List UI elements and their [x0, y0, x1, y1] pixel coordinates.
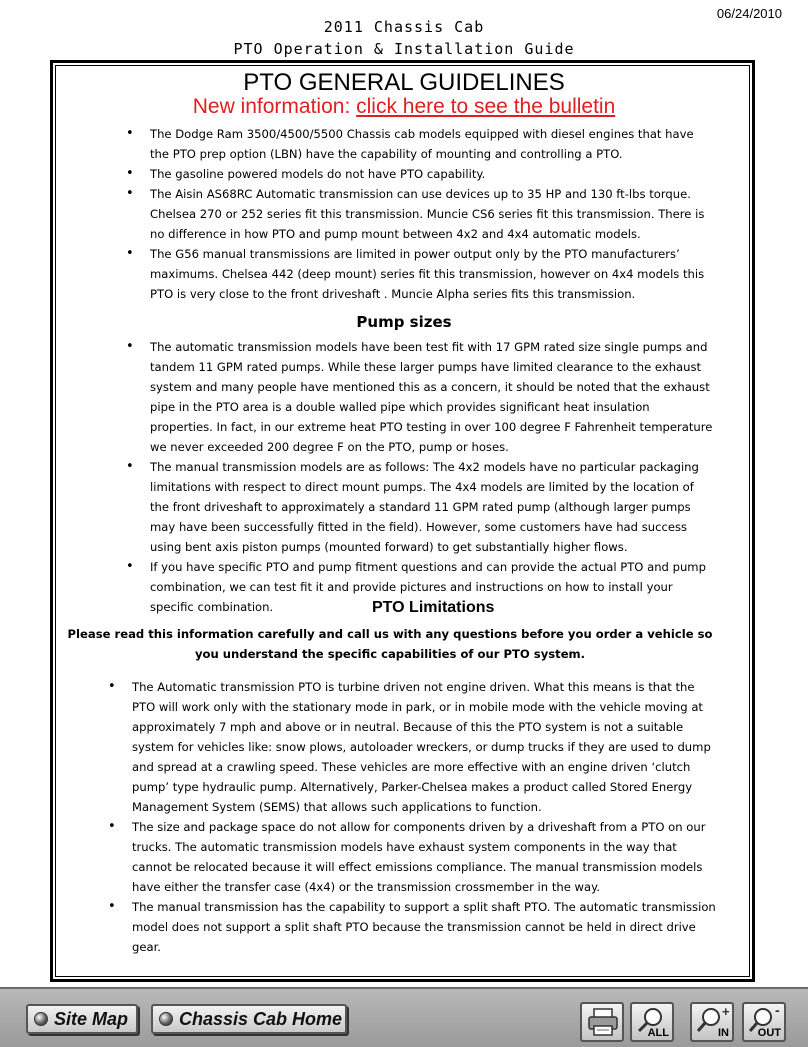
- round-button-icon: [34, 1012, 48, 1026]
- zoom-out-sign: -: [775, 1006, 780, 1018]
- list-item: • The manual transmission has the capability to support a split shaft PTO. The automatic transmission model does not support a split shaft PTO because the transmission cannot be held in direct drive gear.: [132, 897, 717, 957]
- list-item: • The Dodge Ram 3500/4500/5500 Chassis cab models equipped with diesel engines that have the PTO prep option (LBN) have the capability of mounting and controlling a PTO.: [150, 124, 715, 164]
- bulletin-notice: [0, 95, 808, 119]
- list-item: • The G56 manual transmissions are limited in power output only by the PTO manufacturers’ maximums. Chelsea 442 (deep mount) series fit this transmission, however on 4x4 models this PTO is very close to the front driveshaft . Muncie Alpha series fits this transmission.: [150, 244, 715, 304]
- zoom-all-button[interactable]: [630, 1002, 674, 1042]
- header-date: 06/24/2010: [716, 6, 782, 21]
- list-item: • If you have specific PTO and pump fitment questions and can provide the actual PTO and pump combination, we can test fit it and provide pictures and instructions on how to install your specific combination.: [150, 557, 715, 617]
- header-title-line1: 2011 Chassis Cab: [323, 18, 485, 36]
- general-guidelines-list: [150, 124, 715, 304]
- zoom-in-button[interactable]: [690, 1002, 734, 1042]
- limitations-notice: Please read this information carefully and call us with any questions before you order a vehicle so you understand the specific capabilities of our PTO system.: [67, 627, 713, 661]
- zoom-out-label: OUT: [757, 1027, 781, 1039]
- zoom-in-sign: +: [722, 1006, 730, 1019]
- zoom-all-label: ALL: [647, 1027, 669, 1039]
- pto-limitations-list: [132, 677, 717, 957]
- list-item: • The Automatic transmission PTO is turbine driven not engine driven. What this means is that the PTO will work only with the stationary mode in park, or in mobile mode with the vehicle moving at approximately 7 mph and above or in neutral. Because of this the PTO system is not a suitable system for vehicles like: snow plows, autoloader wreckers, or dump trucks if they are used to dump and spread at a crawling speed. These vehicles are more effective with an engine driven ‘clutch pump’ type hydraulic pump. Alternatively, Parker-Chelsea makes a product called Stored Energy Management System (SEMS) that allows such applications to function.: [132, 677, 717, 817]
- list-item: • The manual transmission models are as follows: The 4x2 models have no particular packaging limitations with respect to direct mount pumps. The 4x4 models are limited by the location of the front driveshaft to approximately a standard 11 GPM rated pump (although larger pumps may have been successfully fitted in the field). However, some customers have had success using bent axis piston pumps (mounted forward) to get substantially higher flows.: [150, 457, 715, 557]
- zoom-in-label: IN: [718, 1027, 729, 1039]
- printer-icon: [586, 1006, 620, 1038]
- chassis-cab-home-button[interactable]: [151, 1004, 347, 1034]
- print-button[interactable]: [580, 1002, 624, 1042]
- page-title: PTO GENERAL GUIDELINES: [243, 69, 565, 96]
- bulletin-prefix: New information:: [192, 95, 357, 118]
- list-item: • The gasoline powered models do not have PTO capability.: [150, 164, 715, 184]
- list-item: • The Aisin AS68RC Automatic transmission can use devices up to 35 HP and 130 ft-lbs torque. Chelsea 270 or 252 series fit this transmission. Muncie CS6 series fit this transmission. There is no difference in how PTO and pump mount between 4x2 and 4x4 automatic models.: [150, 184, 715, 244]
- list-item: • The size and package space do not allow for components driven by a driveshaft from a PTO on our trucks. The automatic transmission models have exhaust system components in the way that cannot be relocated because it will effect emissions compliance. The manual transmission models have either the transfer case (4x4) or the transmission crossmember in the way.: [132, 817, 717, 897]
- pto-limitations-heading: PTO Limitations: [372, 599, 495, 616]
- round-button-icon: [159, 1012, 173, 1026]
- bulletin-link[interactable]: click here to see the bulletin: [356, 95, 616, 118]
- footer-toolbar: [0, 987, 808, 1047]
- pump-sizes-heading: Pump sizes: [356, 313, 452, 331]
- header-title-line2: PTO Operation & Installation Guide: [233, 40, 575, 58]
- pump-sizes-list: [150, 337, 715, 617]
- chassis-cab-home-label: Chassis Cab Home: [179, 1008, 343, 1029]
- site-map-button[interactable]: [26, 1004, 138, 1034]
- list-item: • The automatic transmission models have been test fit with 17 GPM rated size single pumps and tandem 11 GPM rated pumps. While these larger pumps have limited clearance to the exhaust system and many people have mentioned this as a concern, it should be noted that the exhaust pipe in the PTO area is a double walled pipe which provides significant heat insulation properties. In fact, in our extreme heat PTO testing in over 100 degree F Fahrenheit temperature we never exceeded 200 degree F on the PTO, pump or hoses.: [150, 337, 715, 457]
- zoom-out-button[interactable]: [742, 1002, 786, 1042]
- site-map-label: Site Map: [54, 1008, 129, 1029]
